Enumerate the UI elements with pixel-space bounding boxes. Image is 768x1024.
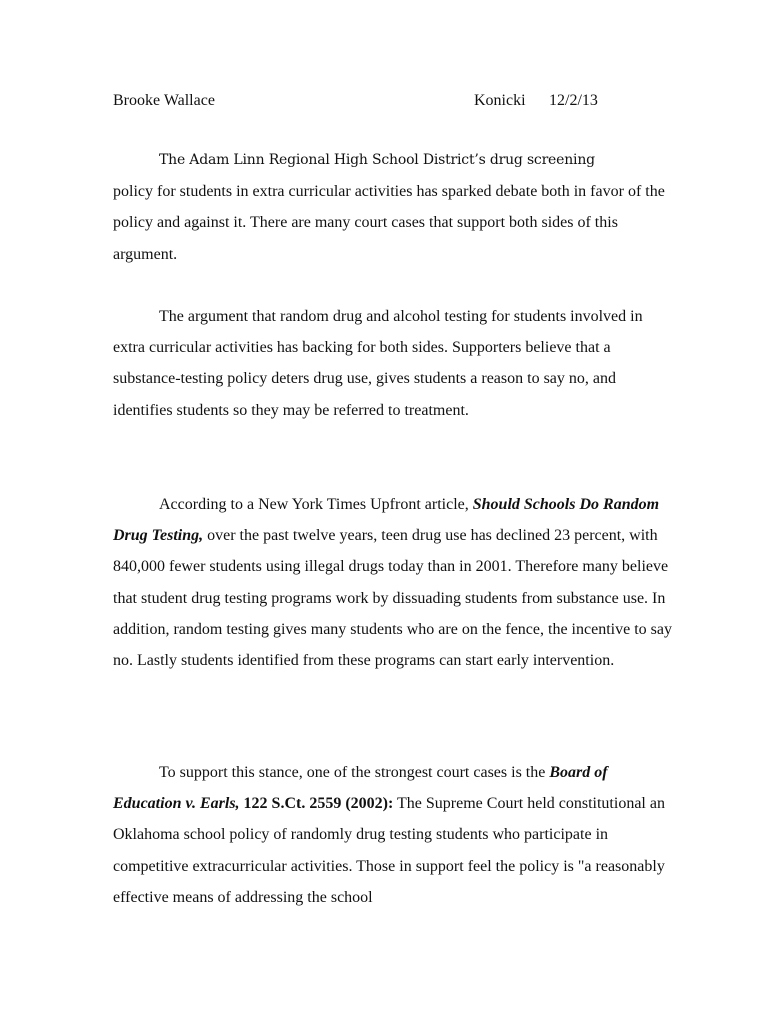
case-name: Board of Education v. Earls, (113, 764, 608, 813)
paragraph-intro (113, 145, 673, 270)
article-title: Should Schools Do Random Drug Testing, (113, 496, 660, 545)
intro-first-line: The Adam Linn Regional High School District’s drug screening (159, 152, 595, 168)
author-name: Brooke Wallace (113, 92, 215, 109)
intro-text: policy for students in extra curricular activities has sparked debate both in favor of the policy and against it. There are many court cases that support both sides of this argument. (113, 183, 665, 263)
header-line (113, 92, 673, 114)
paragraph-upfront-article (113, 489, 673, 676)
date: 12/2/13 (549, 92, 598, 109)
paragraph-argument (113, 301, 673, 426)
case-text: The Supreme Court held constitutional an Oklahoma school policy of randomly drug testing students who participate in competitive extracurricular activities. Those in support feel the policy is "a reasonably effective means of addressing the school (113, 795, 665, 906)
article-text: over the past twelve years, teen drug use has declined 23 percent, with 840,000 fewer students using illegal drugs today than in 2001. Therefore many believe that student drug testing programs work by dissuading students from substance use. In addition, random testing gives many students who are on the fence, the incentive to say no. Lastly students identified from these programs can start early intervention. (113, 527, 672, 670)
teacher-name: Konicki (474, 92, 526, 109)
case-lead: To support this stance, one of the strongest court cases is the (159, 764, 550, 781)
paragraph-court-case (113, 757, 673, 913)
argument-text: The argument that random drug and alcohol testing for students involved in extra curricular activities has backing for both sides. Supporters believe that a substance-testing policy deters drug use, gives students a reason to say no, and identifies students so they may be referred to treatment. (113, 308, 643, 419)
article-lead: According to a New York Times Upfront article, (159, 496, 473, 513)
case-citation: 122 S.Ct. 2559 (2002): (239, 795, 394, 813)
